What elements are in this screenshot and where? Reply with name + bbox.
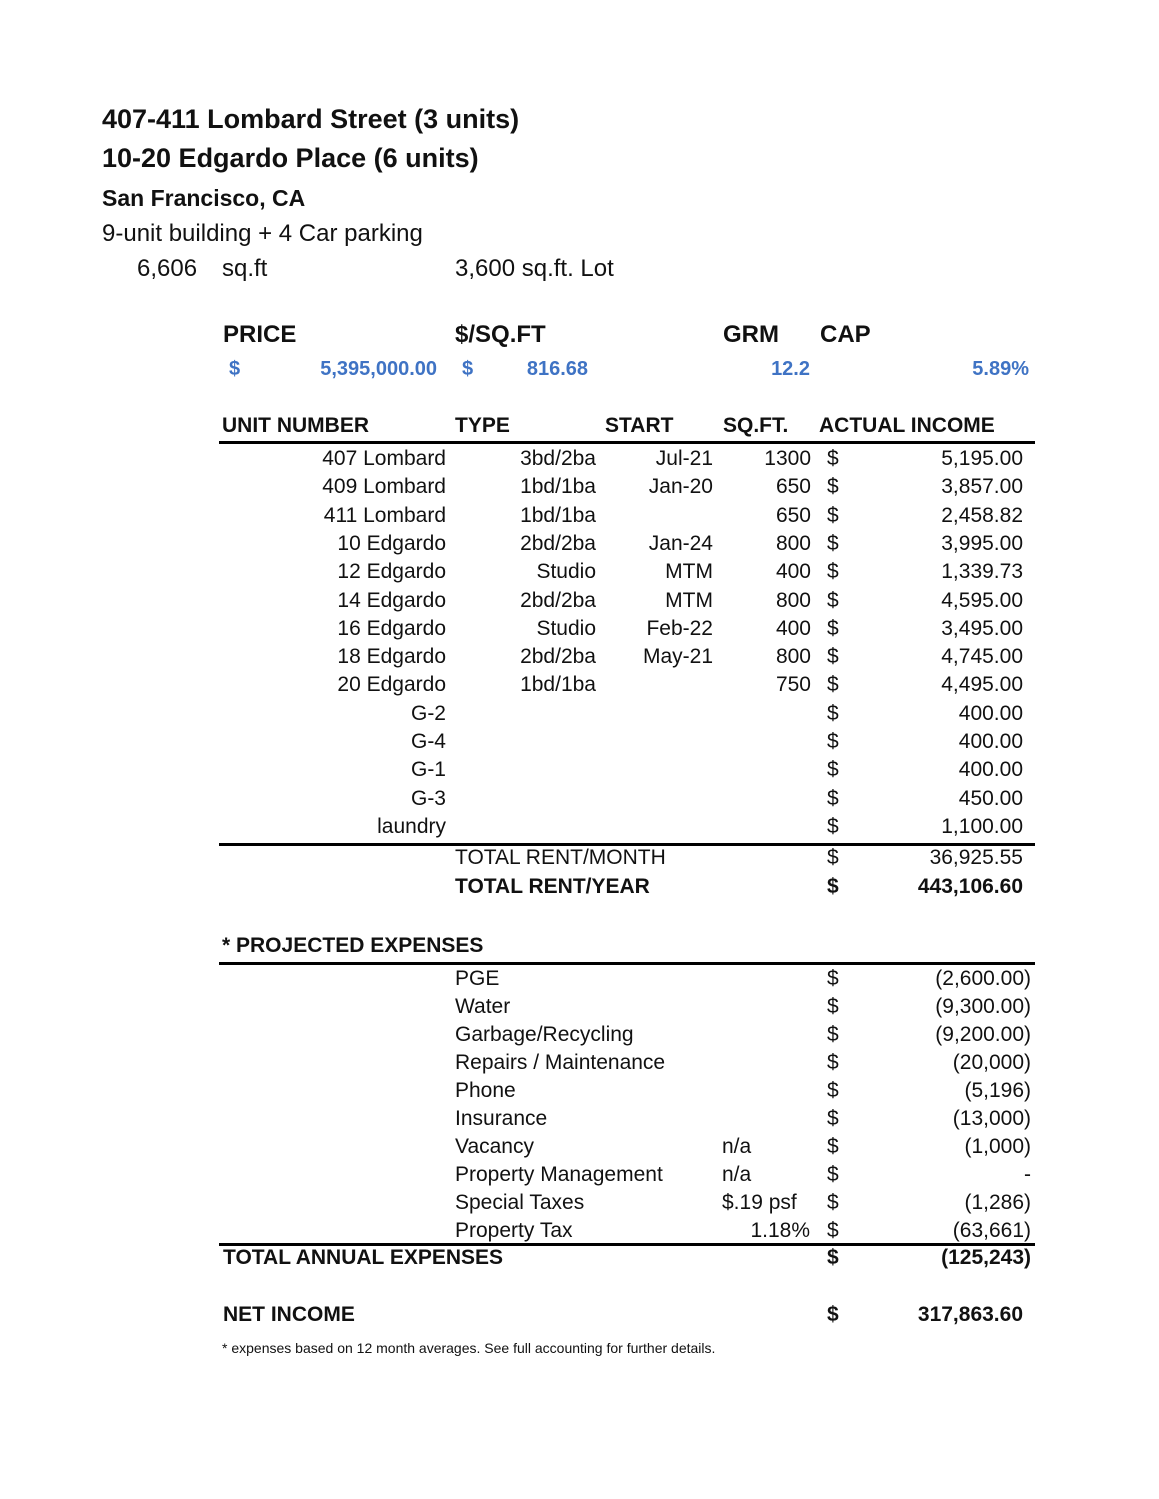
expense-label-cell: Garbage/Recycling (455, 1023, 634, 1046)
expense-value-cell: (1,000) (964, 1135, 1031, 1158)
unit-start-cell: May-21 (642, 645, 713, 669)
unit-type-cell: 1bd/1ba (520, 503, 596, 527)
unit-income-cell: 3,995.00 (941, 531, 1023, 555)
expense-row (0, 993, 1159, 1021)
unit-income-currency-cell: $ (827, 758, 839, 782)
psf-value: 816.68 (526, 358, 588, 380)
table-row (0, 587, 1159, 615)
table-row (0, 671, 1159, 699)
expense-currency-cell: $ (827, 1163, 839, 1186)
table-row (0, 785, 1159, 813)
expense-row (0, 1189, 1159, 1217)
unit-sqft-cell: 800 (775, 645, 811, 669)
expense-label-cell: PGE (455, 967, 500, 990)
expense-value-cell: (20,000) (952, 1051, 1031, 1074)
expense-value-cell: (9,300.00) (935, 995, 1031, 1018)
unit-income-currency-cell: $ (827, 588, 839, 612)
expense-note-cell: n/a (722, 1163, 752, 1186)
total-annual-expenses-currency: $ (827, 1246, 839, 1269)
expense-label-cell: Water (455, 995, 511, 1018)
table-row (0, 728, 1159, 756)
unit-income-currency-cell: $ (827, 786, 839, 810)
unit-income-currency-cell: $ (827, 673, 839, 697)
property-description: 9-unit building + 4 Car parking (102, 220, 423, 247)
unit-income-currency-cell: $ (827, 475, 839, 499)
unit-income-cell: 400.00 (958, 730, 1023, 753)
unit-income-currency-cell: $ (827, 616, 839, 640)
unit-number-cell: G-2 (410, 701, 446, 725)
building-sqft-unit: sq.ft (222, 255, 268, 282)
unit-income-cell: 450.00 (958, 786, 1023, 810)
expense-row (0, 965, 1159, 993)
expense-label-cell: Property Management (455, 1163, 663, 1186)
table-row (0, 813, 1159, 841)
unit-number-cell: 18 Edgardo (337, 645, 446, 669)
col-header-unit-number: UNIT NUMBER (222, 414, 369, 437)
expense-currency-cell: $ (827, 967, 839, 990)
unit-income-currency-cell: $ (827, 645, 839, 669)
expense-row (0, 1217, 1159, 1245)
building-sqft-value: 6,606 (137, 255, 198, 282)
unit-type-cell: 2bd/2ba (520, 531, 596, 555)
total-rent-year-label: TOTAL RENT/YEAR (455, 875, 650, 898)
cap-label: CAP (820, 321, 871, 348)
grm-value: 12.2 (771, 358, 810, 380)
table-header-rule (219, 441, 1035, 444)
total-rent-year-currency: $ (827, 875, 839, 898)
net-income-label: NET INCOME (223, 1303, 355, 1326)
footnote: * expenses based on 12 month averages. See full accounting for further details. (222, 1340, 716, 1356)
unit-number-cell: 407 Lombard (322, 447, 446, 470)
grm-label: GRM (723, 321, 779, 348)
expense-note-cell: 1.18% (750, 1219, 810, 1242)
expense-value-cell: - (1024, 1163, 1031, 1186)
unit-income-cell: 1,339.73 (941, 560, 1023, 584)
table-row (0, 700, 1159, 728)
expense-note-cell: $.19 psf (722, 1191, 797, 1214)
expense-label-cell: Vacancy (455, 1135, 534, 1158)
expense-currency-cell: $ (827, 1219, 839, 1242)
total-rent-month-value: 36,925.55 (929, 846, 1023, 869)
unit-income-cell: 1,100.00 (941, 814, 1023, 838)
property-title-lombard: 407-411 Lombard Street (3 units) (102, 104, 520, 134)
price-per-sqft-label: $/SQ.FT (455, 321, 546, 348)
unit-number-cell: 20 Edgardo (337, 673, 446, 697)
unit-sqft-cell: 650 (775, 475, 811, 499)
unit-income-cell: 4,745.00 (941, 645, 1023, 669)
unit-number-cell: 12 Edgardo (337, 560, 446, 584)
expense-value-cell: (9,200.00) (935, 1023, 1031, 1046)
unit-sqft-cell: 750 (775, 673, 811, 697)
unit-income-currency-cell: $ (827, 701, 839, 725)
unit-type-cell: Studio (536, 560, 596, 584)
unit-sqft-cell: 400 (775, 560, 811, 584)
table-row (0, 530, 1159, 558)
expense-row (0, 1049, 1159, 1077)
expense-label-cell: Property Tax (455, 1219, 573, 1242)
unit-income-currency-cell: $ (827, 730, 839, 753)
unit-start-cell: Jan-24 (648, 531, 713, 555)
unit-start-cell: MTM (665, 560, 713, 584)
expense-value-cell: (1,286) (964, 1191, 1031, 1214)
unit-income-cell: 4,595.00 (941, 588, 1023, 612)
unit-number-cell: G-3 (410, 786, 446, 810)
col-header-actual-income: ACTUAL INCOME (819, 414, 995, 437)
unit-number-cell: laundry (377, 814, 446, 838)
unit-income-currency-cell: $ (827, 503, 839, 527)
expense-row (0, 1077, 1159, 1105)
unit-sqft-cell: 800 (775, 531, 811, 555)
unit-type-cell: 1bd/1ba (520, 673, 596, 697)
unit-type-cell: 2bd/2ba (520, 645, 596, 669)
unit-start-cell: Feb-22 (646, 616, 713, 640)
total-rent-year-value: 443,106.60 (917, 875, 1023, 898)
expense-value-cell: (5,196) (964, 1079, 1031, 1102)
table-row (0, 502, 1159, 530)
expense-row (0, 1161, 1159, 1189)
table-row (0, 445, 1159, 473)
unit-type-cell: 3bd/2ba (520, 447, 596, 470)
unit-income-currency-cell: $ (827, 531, 839, 555)
unit-income-cell: 4,495.00 (941, 673, 1023, 697)
expense-currency-cell: $ (827, 1079, 839, 1102)
expense-currency-cell: $ (827, 1191, 839, 1214)
net-income-value: 317,863.60 (917, 1303, 1023, 1326)
unit-type-cell: 1bd/1ba (520, 475, 596, 499)
property-title-edgardo: 10-20 Edgardo Place (6 units) (102, 143, 479, 173)
unit-number-cell: 409 Lombard (322, 475, 446, 499)
price-value: 5,395,000.00 (320, 358, 437, 380)
unit-sqft-cell: 1300 (764, 447, 811, 470)
price-label: PRICE (223, 321, 297, 348)
unit-start-cell: Jan-20 (648, 475, 713, 499)
unit-income-currency-cell: $ (827, 814, 839, 838)
property-city: San Francisco, CA (102, 185, 306, 211)
expense-label-cell: Insurance (455, 1107, 548, 1130)
expense-row (0, 1021, 1159, 1049)
projected-expenses-heading: * PROJECTED EXPENSES (222, 934, 484, 957)
unit-number-cell: 10 Edgardo (337, 531, 446, 555)
total-rent-month-label: TOTAL RENT/MONTH (455, 846, 666, 869)
unit-income-cell: 2,458.82 (941, 503, 1023, 527)
unit-number-cell: G-4 (410, 730, 446, 753)
unit-type-cell: Studio (536, 616, 596, 640)
unit-sqft-cell: 400 (775, 616, 811, 640)
table-row (0, 756, 1159, 784)
expense-note-cell: n/a (722, 1135, 752, 1158)
unit-income-cell: 400.00 (958, 701, 1023, 725)
unit-income-currency-cell: $ (827, 560, 839, 584)
unit-income-cell: 400.00 (958, 758, 1023, 782)
total-annual-expenses-label: TOTAL ANNUAL EXPENSES (223, 1246, 504, 1269)
expense-label-cell: Special Taxes (455, 1191, 585, 1214)
expense-currency-cell: $ (827, 1023, 839, 1046)
expense-currency-cell: $ (827, 1135, 839, 1158)
unit-income-cell: 3,857.00 (941, 475, 1023, 499)
col-header-type: TYPE (455, 414, 510, 437)
psf-currency: $ (462, 358, 474, 380)
col-header-sqft: SQ.FT. (723, 414, 789, 437)
expense-value-cell: (63,661) (952, 1219, 1031, 1242)
unit-sqft-cell: 650 (775, 503, 811, 527)
expense-label-cell: Repairs / Maintenance (455, 1051, 666, 1074)
unit-income-cell: 5,195.00 (941, 447, 1023, 470)
unit-type-cell: 2bd/2ba (520, 588, 596, 612)
unit-start-cell: Jul-21 (655, 447, 713, 470)
unit-number-cell: 16 Edgardo (337, 616, 446, 640)
price-currency: $ (229, 358, 241, 380)
table-row (0, 643, 1159, 671)
expense-value-cell: (2,600.00) (935, 967, 1031, 990)
unit-number-cell: G-1 (410, 758, 446, 782)
col-header-start: START (605, 414, 674, 437)
expense-currency-cell: $ (827, 1107, 839, 1130)
expense-row (0, 1133, 1159, 1161)
expense-value-cell: (13,000) (952, 1107, 1031, 1130)
unit-income-currency-cell: $ (827, 447, 839, 470)
table-row (0, 473, 1159, 501)
expense-currency-cell: $ (827, 995, 839, 1018)
expense-row (0, 1105, 1159, 1133)
table-row (0, 615, 1159, 643)
expense-label-cell: Phone (455, 1079, 516, 1102)
unit-income-cell: 3,495.00 (941, 616, 1023, 640)
total-rent-month-currency: $ (827, 846, 839, 869)
unit-number-cell: 411 Lombard (323, 503, 446, 527)
cap-value: 5.89% (972, 358, 1029, 380)
unit-number-cell: 14 Edgardo (337, 588, 446, 612)
unit-start-cell: MTM (665, 588, 713, 612)
total-annual-expenses-value: (125,243) (941, 1246, 1031, 1269)
unit-sqft-cell: 800 (775, 588, 811, 612)
table-row (0, 558, 1159, 586)
lot-size: 3,600 sq.ft. Lot (455, 255, 614, 282)
expense-currency-cell: $ (827, 1051, 839, 1074)
net-income-currency: $ (827, 1303, 839, 1326)
